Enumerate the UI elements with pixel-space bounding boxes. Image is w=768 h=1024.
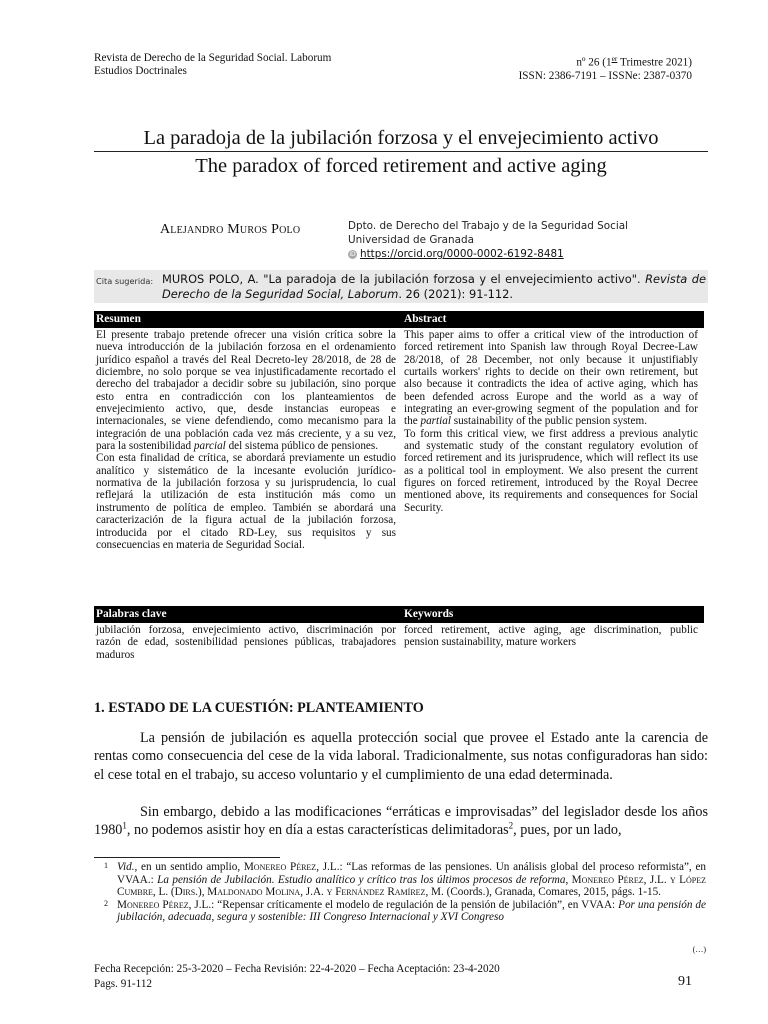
journal-name: Revista de Derecho de la Seguridad Social. Laborum <box>94 52 332 64</box>
citation-text: MUROS POLO, A. "La paradoja de la jubilación forzosa y el envejecimiento activo". Revista de Derecho de la Seguridad Social, Laborum. 26 (2021): 91-112. <box>162 272 706 301</box>
section-heading: 1. ESTADO DE LA CUESTIÓN: PLANTEAMIENTO <box>94 700 424 716</box>
author-affiliation <box>348 219 628 261</box>
author-name: Alejandro Muros Polo <box>160 222 301 237</box>
keywords-heading: Keywords <box>404 608 454 620</box>
keywords-text: forced retirement, active aging, age discrimination, public pension sustainability, mature workers <box>404 624 698 649</box>
footnote-1: 1 Vid., en un sentido amplio, Monereo Pérez, J.L.: “Las reformas de las pensiones. Un análisis global del proceso reformista”, en VVAA.: La pensión de Jubilación. Estudio analítico y crítico tras los últimos procesos de reforma, Monereo Pérez, J.L. y López Cumbre, L. (Dirs.), Maldonado Molina, J.A. y Fernández Ramírez, M. (Coords.), Granada, Comares, 2015, págs. 1-15. <box>104 861 707 899</box>
article-titles <box>94 126 708 178</box>
abstract-paragraph-2: To form this critical view, we first address a previous analytic and systematic study of the constant regulatory evolution of forced retirement and its jurisprudence, which will reflect its use as a political tool in employment. We also present the current figures on forced retirement, introduced by the Royal Decree mentioned above, its requirements and consequences for Social Security. <box>404 427 698 514</box>
title-spanish: La paradoja de la jubilación forzosa y el envejecimiento activo <box>94 126 708 152</box>
body-paragraph-2: Sin embargo, debido a las modificaciones “erráticas e improvisadas” del legislador desde los años 1980$^1$, no podemos asistir hoy en día a estas características delimitadoras$^2$, pues, por un lado, <box>94 804 708 839</box>
issn: ISSN: 2386-7191 – ISSNe: 2387-0370 <box>518 69 692 82</box>
section-name: Estudios Doctrinales <box>94 65 187 77</box>
footnotes <box>104 861 706 924</box>
page-footer <box>94 962 500 992</box>
body-paragraph-1: La pensión de jubilación es aquella protección social que provee el Estado ante la carencia de rentas como consecuencia del cese de la vida laboral. Tradicionalmente, sus notas configuradoras han sido: el cese total en el trabajo, su acceso voluntario y el cumplimiento de una edad determinada. <box>94 730 708 783</box>
resumen-paragraph-1: El presente trabajo pretende ofrecer una visión crítica sobre la nueva introducción de la jubilación forzosa en el ordenamiento jurídico español a través del Real Decreto-ley 28/2018, de 28 de diciembre, no solo porque se vea injustificadamente recortado el derecho del trabajador a decidir sobre su jubilación, sino porque esto entra en contradicción con los planteamientos de envejecimiento activo, que, desde instancias europeas e internacionales, se viene defendiendo, como mecanismo para la integración de una población cada vez más creciente, y a su vez, para la sostenibilidad parcial del sistema público de pensiones. <box>96 329 396 453</box>
footnote-ref-1[interactable]: 1 <box>122 820 127 831</box>
page-number: 91 <box>678 974 692 989</box>
article-dates: Fecha Recepción: 25-3-2020 – Fecha Revisión: 22-4-2020 – Fecha Aceptación: 23-4-2020 <box>94 963 500 975</box>
footnote-continued-mark: (…) <box>692 945 706 954</box>
title-english: The paradox of forced retirement and active aging <box>195 155 607 177</box>
orcid-row <box>348 247 628 261</box>
department: Dpto. de Derecho del Trabajo y de la Seguridad Social <box>348 220 628 232</box>
abstract-table <box>94 311 704 661</box>
footnote-2: 2 Monereo Pérez, J.L.: “Repensar críticamente el modelo de regulación de la pensión de jubilación”, en VVAA: Por una pensión de jubilación, adecuada, segura y sostenible: III Congreso Internacional y XVI Congreso <box>104 898 706 924</box>
keywords-columns <box>94 623 704 661</box>
university: Universidad de Granada <box>348 234 474 246</box>
palabras-clave-text: jubilación forzosa, envejecimiento activo, discriminación por razón de edad, sostenibilidad pensiones públicas, trabajadores maduros <box>96 624 396 661</box>
issue-number: nº 26 (1er Trimestre 2021) <box>576 54 692 69</box>
citation-label: Cita sugerida: <box>96 276 154 286</box>
resumen-heading: Resumen <box>96 313 141 325</box>
abstract-columns <box>94 328 704 606</box>
keywords-header-bar <box>94 606 704 623</box>
abstract-header-bar <box>94 311 704 328</box>
orcid-link[interactable]: https://orcid.org/0000-0002-6192-8481 <box>360 248 564 260</box>
palabras-clave-heading: Palabras clave <box>96 608 167 620</box>
abstract-paragraph-1: This paper aims to offer a critical view of the introduction of forced retirement into Spanish law through Royal Decree-Law 28/2018, of 28 December, not only because it unjustifiably curtails workers' rights to decide on their own retirement, but also because it contradicts the idea of active aging, which has been defended across Europe and the world as a way of integrating an ever-growing segment of the population and for the partial sustainability of the public pension system. <box>404 329 698 428</box>
running-header-right <box>519 52 692 83</box>
footnote-separator <box>94 857 280 858</box>
resumen-text <box>94 328 396 606</box>
resumen-paragraph-2: Con esta finalidad de crítica, se abordará previamente un estudio analítico y sistemático de la incesante evolución jurídico-normativa de la jubilación forzosa y su jurisprudencia, lo cual reflejará la utilización de esta institución más como un instrumento de política de empleo. También se abordará una caracterización de la figura actual de la jubilación forzosa, introducida por el citado RD-Ley, sus requisitos y sus consecuencias en materia de Seguridad Social. <box>96 452 396 551</box>
suggested-citation <box>94 270 708 303</box>
orcid-icon: iD <box>349 250 356 258</box>
footnote-ref-2[interactable]: 2 <box>508 820 514 831</box>
abstract-heading: Abstract <box>404 313 447 325</box>
abstract-text <box>396 328 704 606</box>
page-range: Pags. 91-112 <box>94 978 153 990</box>
running-header-left <box>94 52 331 78</box>
